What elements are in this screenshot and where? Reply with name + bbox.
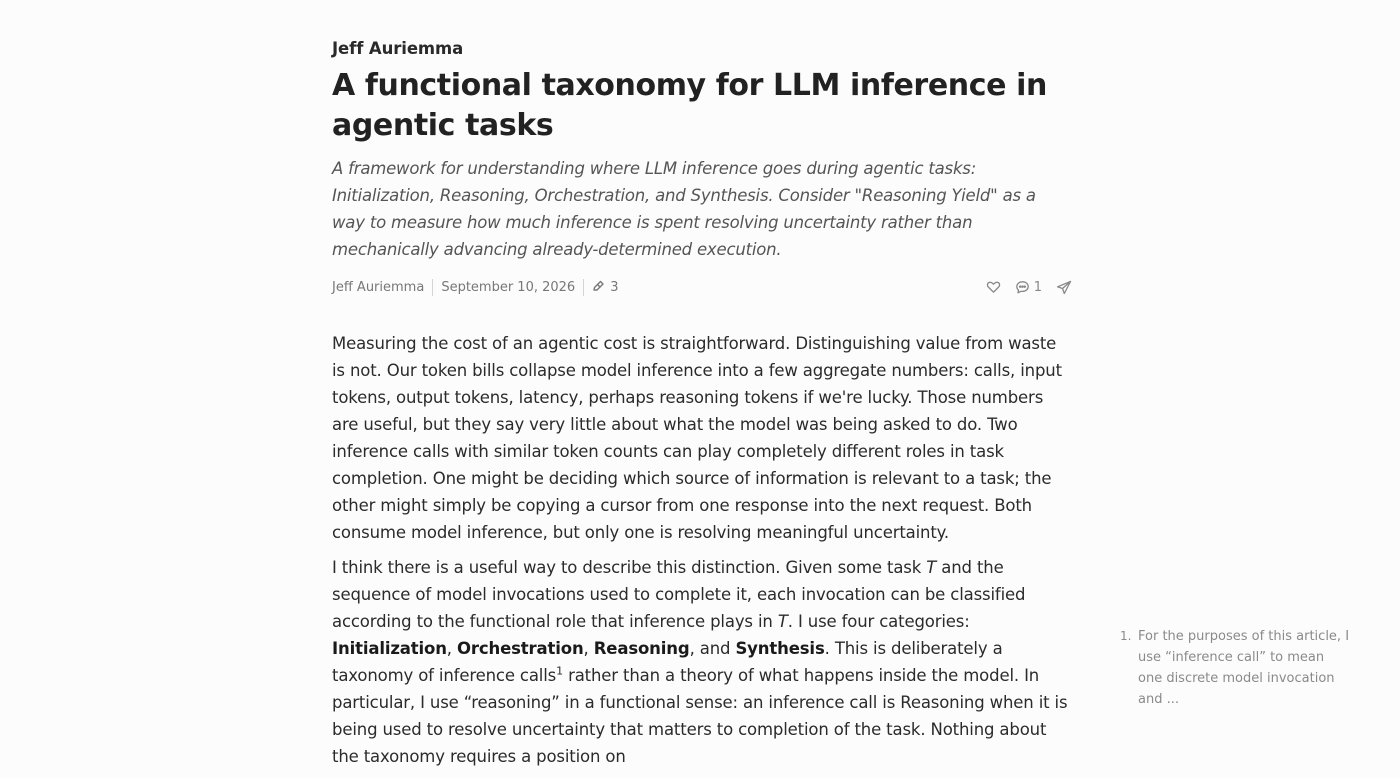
byline-link[interactable]: Jeff Auriemma <box>332 279 425 295</box>
post-column <box>332 38 1072 778</box>
comment-icon <box>1015 280 1030 295</box>
text-run: , <box>583 639 594 658</box>
restack-count-button[interactable] <box>592 278 618 296</box>
post-body <box>332 330 1072 770</box>
task-variable: T <box>926 558 937 577</box>
body-paragraph: Measuring the cost of an agentic cost is straightforward. Distinguishing value from waste is not. Our token bills collapse model inference into a few aggregate numbers: calls, input tokens, output tokens, latency, perhaps reasoning tokens if we're lucky. Those numbers are useful, but they say very little about what the model was being asked to do. Two inference calls with similar token counts can play completely different roles in task completion. One might be deciding which source of information is relevant to a task; the other might simply be copying a cursor from one response into the next request. Both consume model inference, but only one is resolving meaningful uncertainty. <box>332 334 1062 542</box>
footnote-sidenote[interactable] <box>1120 626 1350 710</box>
restack-icon <box>592 278 606 296</box>
meta-divider <box>583 279 584 296</box>
footnote-text: For the purposes of this article, I use “inference call” to mean one discrete model invocation and ... <box>1138 629 1350 707</box>
author-name[interactable]: Jeff Auriemma <box>332 39 464 58</box>
category-synthesis: Synthesis <box>735 639 825 658</box>
footnote-anchor[interactable]: 1 <box>556 664 563 678</box>
post-date: September 10, 2026 <box>441 279 576 295</box>
like-button[interactable] <box>986 280 1001 294</box>
text-run: , and <box>689 639 736 658</box>
share-icon <box>1056 280 1072 295</box>
category-initialization: Initialization <box>332 639 447 658</box>
heart-icon <box>986 280 1001 294</box>
post-meta <box>332 275 1072 299</box>
body-paragraph <box>332 554 1072 770</box>
post-title: A functional taxonomy for LLM inference in agentic tasks <box>332 68 1047 143</box>
comment-count: 1 <box>1033 279 1042 295</box>
share-button[interactable] <box>1056 280 1072 295</box>
comments-button[interactable] <box>1015 280 1042 295</box>
category-reasoning: Reasoning <box>593 639 690 658</box>
meta-actions <box>972 280 1072 295</box>
meta-divider <box>432 279 433 296</box>
restack-count: 3 <box>610 279 619 295</box>
footnote-number: 1. <box>1120 629 1132 643</box>
text-run: , <box>446 639 457 658</box>
category-orchestration: Orchestration <box>457 639 584 658</box>
text-run: I think there is a useful way to describe this distinction. Given some task <box>332 558 927 577</box>
text-run: . I use four categories: <box>787 612 970 631</box>
text-run: and the sequence of model invocations used to complete it, each invocation can be classified according to the functional role that inference plays in <box>332 558 1026 631</box>
text-run: . This is deliberately a taxonomy of inference calls <box>332 639 1003 685</box>
meta-left <box>332 278 618 296</box>
text-run: rather than a theory of what happens inside the model. In particular, I use “reasoning” in a functional sense: an inference call is Reasoning when it is being used to resolve uncertainty that matters to completion of the task. Nothing about the taxonomy requires a position on <box>332 666 1068 766</box>
task-variable: T <box>777 612 788 631</box>
post-subtitle: A framework for understanding where LLM inference goes during agentic tasks: Initialization, Reasoning, Orchestration, and Synthesis. Consider "Reasoning Yield" as a way to measure how much inference is spent resolving uncertainty rather than mechanically advancing already-determined execution. <box>332 159 1036 259</box>
